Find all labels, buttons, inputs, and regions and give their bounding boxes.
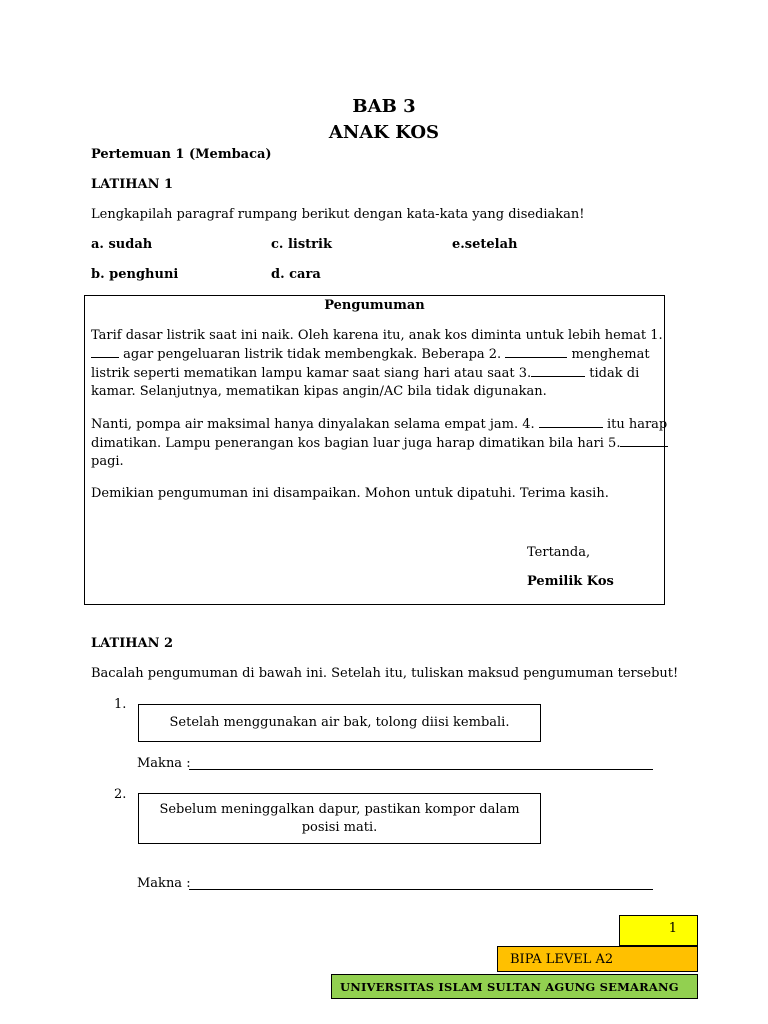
latihan1-instruction: Lengkapilah paragraf rumpang berikut dengan kata-kata yang disediakan! — [91, 207, 585, 222]
p1-line-3-end: tidak di — [589, 366, 640, 381]
latihan2-heading: LATIHAN 2 — [91, 636, 174, 651]
item-1-notice-text: Setelah menggunakan air bak, tolong diisi kembali. — [169, 715, 510, 730]
p1-line-3-text: listrik seperti mematikan lampu kamar saat siang hari atau saat 3. — [91, 366, 532, 381]
p1-line-1: Tarif dasar listrik saat ini naik. Oleh karena itu, anak kos diminta untuk lebih hemat 1. — [91, 328, 663, 343]
announcement-paragraph-3: Demikian pengumuman ini disampaikan. Mohon untuk dipatuhi. Terima kasih. — [91, 486, 609, 501]
item-1-makna-label: Makna : — [137, 756, 191, 771]
p1-line-2-text: agar pengeluaran listrik tidak membengkak. Beberapa 2. — [123, 347, 502, 362]
option-c: c. listrik — [271, 237, 332, 252]
blank-2 — [505, 345, 567, 358]
latihan1-heading: LATIHAN 1 — [91, 177, 174, 192]
latihan2-instruction: Bacalah pengumuman di bawah ini. Setelah itu, tuliskan maksud pengumuman tersebut! — [91, 666, 679, 681]
university-box — [331, 974, 698, 999]
p2-line-2 — [91, 434, 658, 453]
p2-line-1 — [91, 415, 668, 434]
university-name: UNIVERSITAS ISLAM SULTAN AGUNG SEMARANG — [340, 980, 679, 994]
item-2-notice-box — [138, 793, 541, 844]
item-2-makna-label: Makna : — [137, 876, 191, 891]
p2-line-1-end: itu harap — [606, 417, 668, 432]
p2-line-2-text: dimatikan. Lampu penerangan kos bagian luar juga harap dimatikan bila hari 5. — [91, 436, 621, 451]
p1-line-2-end: menghemat — [571, 347, 650, 362]
blank-4 — [539, 415, 603, 428]
item-1-notice-box — [138, 704, 541, 742]
p2-line-3: pagi. — [91, 454, 124, 469]
item-2-makna-answer-line[interactable] — [189, 889, 653, 890]
option-e: e.setelah — [452, 237, 518, 252]
item-2-notice-text: Sebelum meninggalkan dapur, pastikan kompor dalam posisi mati. — [159, 801, 520, 835]
p1-line-2 — [91, 345, 658, 364]
item-1-makna-answer-line[interactable] — [189, 769, 653, 770]
item-2-number: 2. — [114, 787, 127, 802]
p2-line-1-text: Nanti, pompa air maksimal hanya dinyalakan selama empat jam. 4. — [91, 417, 535, 432]
signer: Pemilik Kos — [527, 574, 614, 589]
signoff: Tertanda, — [527, 545, 591, 560]
blank-1 — [91, 345, 119, 358]
page-number: 1 — [668, 921, 677, 936]
announcement-title: Pengumuman — [324, 298, 425, 313]
announcement-paragraph-1 — [91, 327, 663, 401]
option-d: d. cara — [271, 267, 321, 282]
level-box — [497, 946, 698, 972]
p1-line-3 — [91, 364, 658, 383]
option-b: b. penghuni — [91, 267, 179, 282]
blank-3 — [531, 364, 585, 377]
blank-5 — [620, 434, 668, 447]
chapter-number: BAB 3 — [352, 96, 416, 117]
page-number-box — [619, 915, 698, 946]
announcement-box — [84, 295, 668, 605]
option-a: a. sudah — [91, 237, 153, 252]
item-1-number: 1. — [114, 697, 127, 712]
chapter-title: ANAK KOS — [328, 122, 440, 143]
meeting-label: Pertemuan 1 (Membaca) — [91, 147, 272, 162]
announcement-paragraph-2 — [91, 415, 668, 471]
level-label: BIPA LEVEL A2 — [510, 952, 614, 967]
p1-line-4: kamar. Selanjutnya, mematikan kipas angin/AC bila tidak digunakan. — [91, 384, 547, 399]
